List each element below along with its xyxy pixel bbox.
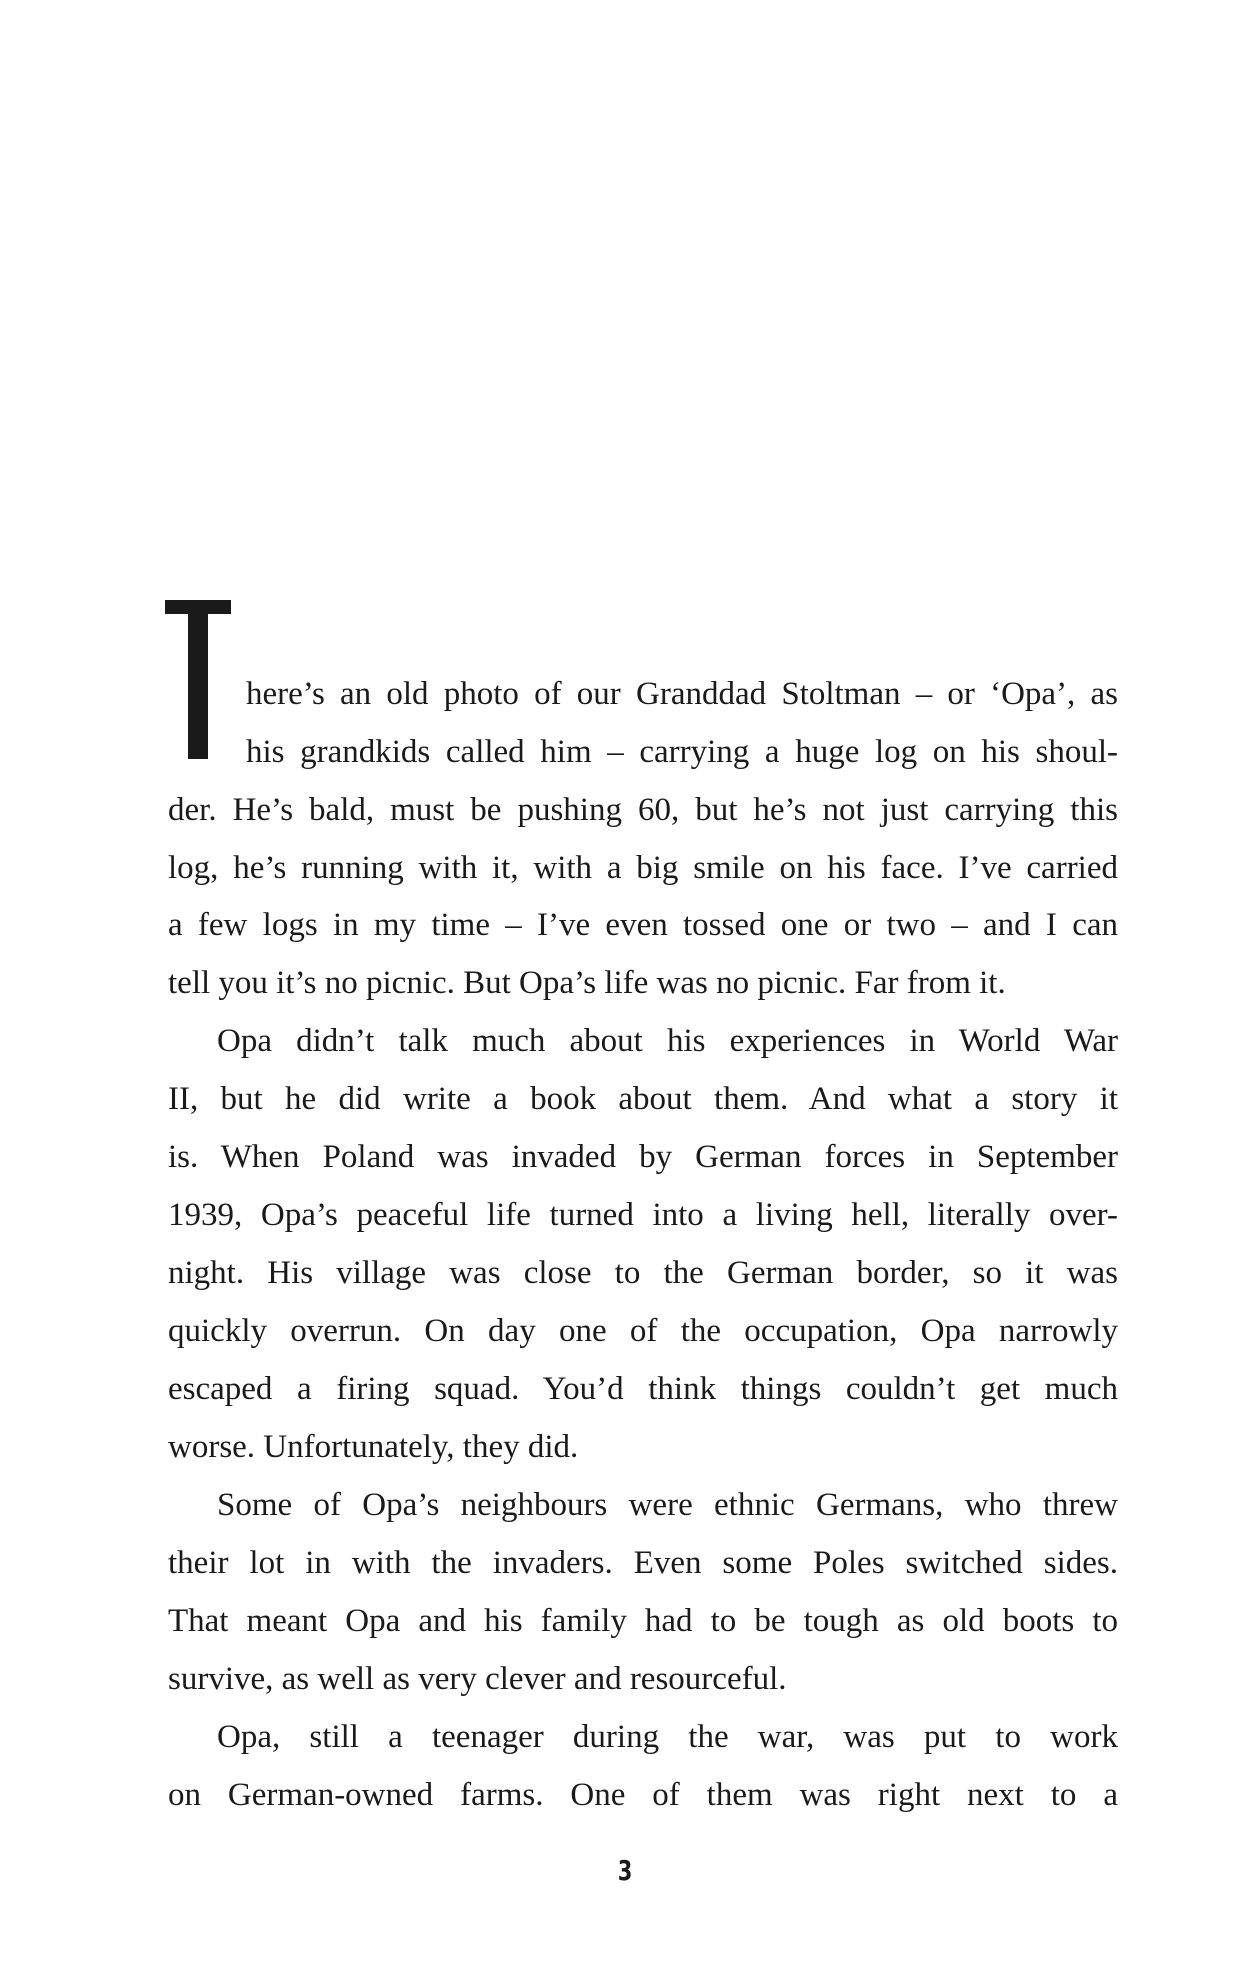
drop-cap bbox=[165, 600, 231, 759]
text-line: That meant Opa and his family had to be tough as old boots to bbox=[168, 1603, 1118, 1639]
text-line: log, he’s running with it, with a big smile on his face. I’ve carried bbox=[168, 850, 1118, 886]
page-number: 3 bbox=[617, 1854, 633, 1887]
text-line: quickly overrun. On day one of the occupation, Opa narrowly bbox=[168, 1313, 1118, 1349]
text-line: survive, as well as very clever and resourceful. bbox=[168, 1661, 787, 1697]
text-line: on German-owned farms. One of them was right next to a bbox=[168, 1777, 1118, 1813]
drop-cap-stem bbox=[188, 600, 208, 759]
text-line: escaped a firing squad. You’d think things couldn’t get much bbox=[168, 1371, 1118, 1407]
text-line: II, but he did write a book about them. And what a story it bbox=[168, 1081, 1118, 1117]
text-line: tell you it’s no picnic. But Opa’s life was no picnic. Far from it. bbox=[168, 965, 1006, 1001]
text-line: Opa didn’t talk much about his experiences in World War bbox=[217, 1023, 1118, 1059]
text-line: a few logs in my time – I’ve even tossed one or two – and I can bbox=[168, 907, 1118, 943]
text-line: 1939, Opa’s peaceful life turned into a living hell, literally over- bbox=[168, 1197, 1118, 1233]
text-line: here’s an old photo of our Granddad Stoltman – or ‘Opa’, as bbox=[246, 676, 1118, 712]
text-line: worse. Unfortunately, they did. bbox=[168, 1429, 579, 1465]
text-line: night. His village was close to the German border, so it was bbox=[168, 1255, 1118, 1291]
text-line: his grandkids called him – carrying a huge log on his shoul- bbox=[246, 734, 1118, 770]
text-line: Opa, still a teenager during the war, was put to work bbox=[217, 1719, 1118, 1755]
text-line: Some of Opa’s neighbours were ethnic Germans, who threw bbox=[217, 1487, 1118, 1523]
text-line: der. He’s bald, must be pushing 60, but he’s not just carrying this bbox=[168, 792, 1118, 828]
text-line: their lot in with the invaders. Even some Poles switched sides. bbox=[168, 1545, 1118, 1581]
text-line: is. When Poland was invaded by German forces in September bbox=[168, 1139, 1118, 1175]
